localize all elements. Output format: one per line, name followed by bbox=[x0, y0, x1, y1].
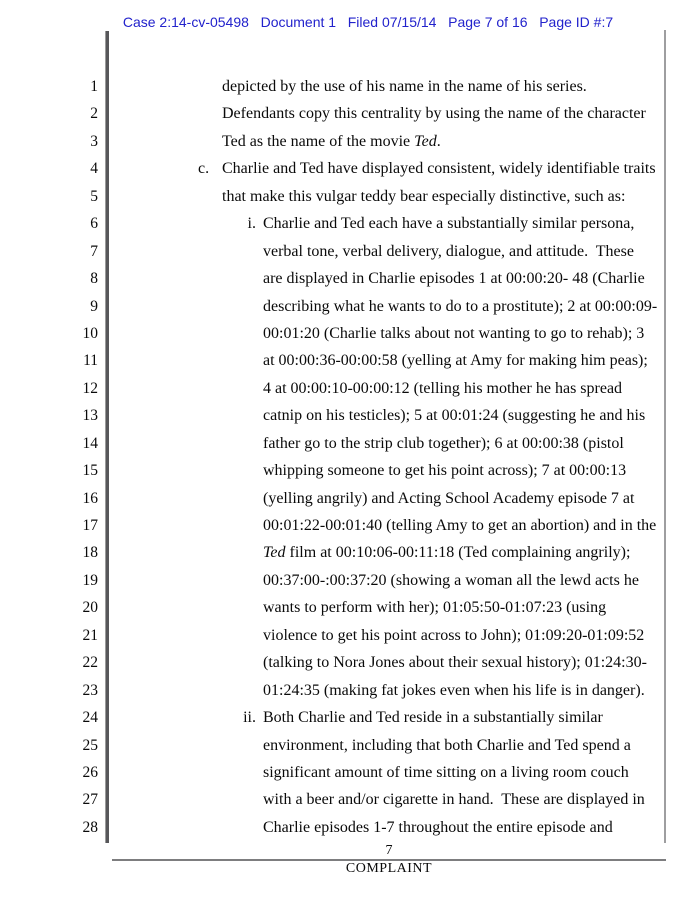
line-number: 2 bbox=[90, 105, 98, 123]
line-text: depicted by the use of his name in the name of his series. bbox=[222, 78, 587, 95]
line-text: whipping someone to get his point across); 7 at 00:00:13 bbox=[263, 462, 627, 480]
document-body bbox=[0, 73, 700, 841]
line-number: 14 bbox=[82, 434, 98, 452]
line-text: Both Charlie and Ted reside in a substantially similar bbox=[263, 709, 603, 727]
line-number: 24 bbox=[82, 709, 98, 727]
line-number: 8 bbox=[90, 270, 98, 288]
line-text: that make this vulgar teddy bear especially distinctive, such as: bbox=[222, 187, 626, 205]
list-marker: c. bbox=[198, 160, 210, 178]
line-text: 00:01:20 (Charlie talks about not wanting to go to rehab); 3 bbox=[263, 324, 645, 342]
document-line bbox=[0, 786, 700, 813]
line-text: verbal tone, verbal delivery, dialogue, and attitude. These bbox=[263, 242, 634, 260]
line-text: Ted as the name of the movie Ted. bbox=[222, 132, 441, 150]
document-line bbox=[0, 265, 700, 292]
line-text: significant amount of time sitting on a living room couch bbox=[263, 763, 629, 781]
line-number: 23 bbox=[82, 681, 98, 699]
line-number: 20 bbox=[82, 599, 98, 617]
line-number: 7 bbox=[90, 242, 98, 260]
line-number: 26 bbox=[82, 763, 98, 781]
line-number: 27 bbox=[82, 791, 98, 809]
line-number: 9 bbox=[90, 297, 98, 315]
line-number: 6 bbox=[90, 215, 98, 233]
list-marker: ii. bbox=[243, 709, 256, 727]
document-line bbox=[0, 485, 700, 512]
line-number: 22 bbox=[82, 654, 98, 672]
line-number: 4 bbox=[90, 160, 98, 178]
document-line bbox=[0, 732, 700, 759]
line-number: 13 bbox=[82, 407, 98, 425]
line-text: describing what he wants to do to a prostitute); 2 at 00:00:09- bbox=[263, 297, 658, 315]
document-line bbox=[0, 320, 700, 347]
footer-page-number: 7 bbox=[385, 843, 393, 858]
line-text: wants to perform with her); 01:05:50-01:07:23 (using bbox=[263, 599, 607, 617]
document-line bbox=[0, 759, 700, 786]
document-line bbox=[0, 594, 700, 621]
line-number: 16 bbox=[82, 489, 98, 507]
document-line bbox=[0, 622, 700, 649]
line-text: Defendants copy this centrality by using the name of the character bbox=[222, 105, 646, 123]
document-line bbox=[0, 567, 700, 594]
line-number: 19 bbox=[82, 571, 98, 589]
document-line bbox=[0, 814, 700, 841]
line-text: 00:37:00-:00:37:20 (showing a woman all the lewd acts he bbox=[263, 571, 639, 589]
document-line bbox=[0, 210, 700, 237]
document-line bbox=[0, 677, 700, 704]
line-text: at 00:00:36-00:00:58 (yelling at Amy for making him peas); bbox=[263, 352, 648, 370]
document-line bbox=[0, 238, 700, 265]
line-text: 4 at 00:00:10-00:00:12 (telling his mother he has spread bbox=[263, 379, 623, 397]
document-line bbox=[0, 293, 700, 320]
document-line bbox=[0, 402, 700, 429]
line-text: Charlie episodes 1-7 throughout the entire episode and bbox=[263, 818, 613, 836]
document-line bbox=[0, 128, 700, 155]
line-number: 28 bbox=[82, 818, 98, 836]
line-number: 10 bbox=[82, 324, 98, 342]
line-text: are displayed in Charlie episodes 1 at 00:00:20- 48 (Charlie bbox=[263, 270, 645, 288]
line-text: violence to get his point across to John); 01:09:20-01:09:52 bbox=[263, 626, 645, 644]
document-line bbox=[0, 430, 700, 457]
line-number: 5 bbox=[90, 187, 98, 205]
line-number: 18 bbox=[82, 544, 98, 562]
document-line bbox=[0, 155, 700, 182]
line-text: with a beer and/or cigarette in hand. These are displayed in bbox=[263, 791, 645, 809]
line-text: Ted film at 00:10:06-00:11:18 (Ted complaining angrily); bbox=[263, 544, 631, 562]
line-number: 25 bbox=[82, 736, 98, 754]
document-line bbox=[0, 73, 700, 100]
list-marker: i. bbox=[247, 215, 256, 233]
line-text: environment, including that both Charlie and Ted spend a bbox=[263, 736, 631, 754]
line-number: 11 bbox=[83, 352, 98, 370]
line-text: Charlie and Ted have displayed consistent, widely identifiable traits bbox=[222, 160, 656, 178]
line-text: father go to the strip club together); 6 at 00:00:38 (pistol bbox=[263, 434, 624, 452]
document-line bbox=[0, 512, 700, 539]
document-line bbox=[0, 347, 700, 374]
document-line bbox=[0, 100, 700, 127]
document-line bbox=[0, 183, 700, 210]
document-line bbox=[0, 539, 700, 566]
line-number: 17 bbox=[82, 517, 98, 534]
document-line bbox=[0, 375, 700, 402]
footer-document-title: COMPLAINT bbox=[345, 861, 433, 876]
line-number: 21 bbox=[82, 626, 98, 644]
document-line bbox=[0, 704, 700, 731]
line-text: catnip on his testicles); 5 at 00:01:24 (suggesting he and his bbox=[263, 407, 646, 425]
line-number: 1 bbox=[90, 78, 98, 95]
document-line bbox=[0, 649, 700, 676]
case-caption-header: Case 2:14-cv-05498 Document 1 Filed 07/15/14 Page 7 of 16 Page ID #:7 bbox=[122, 14, 614, 30]
document-line bbox=[0, 457, 700, 484]
line-number: 12 bbox=[82, 379, 98, 397]
line-text: 01:24:35 (making fat jokes even when his life is in danger). bbox=[263, 681, 645, 699]
line-text: Charlie and Ted each have a substantially similar persona, bbox=[263, 215, 635, 233]
line-text: 00:01:22-00:01:40 (telling Amy to get an abortion) and in the bbox=[263, 517, 657, 534]
line-text: (talking to Nora Jones about their sexual history); 01:24:30- bbox=[263, 654, 647, 672]
line-text: (yelling angrily) and Acting School Academy episode 7 at bbox=[263, 489, 635, 507]
line-number: 3 bbox=[90, 132, 98, 150]
line-number: 15 bbox=[82, 462, 98, 480]
